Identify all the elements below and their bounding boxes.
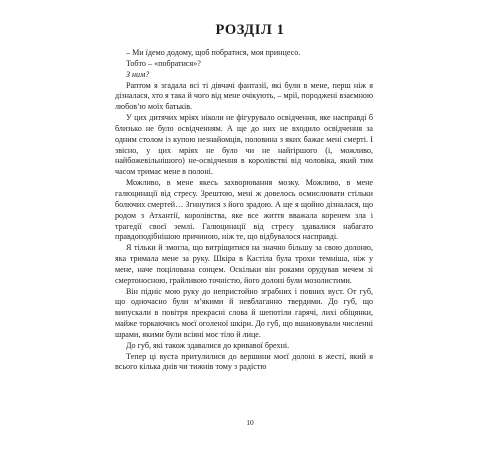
page-number: 10: [246, 418, 254, 427]
paragraph: Тепер ці вуста притулилися до вершини моєї долоні в жесті, який я всього кілька днів чи тижнів тому з радістю: [115, 351, 373, 372]
chapter-title: РОЗДІЛ 1: [215, 22, 285, 38]
paragraph: Раптом я згадала всі ті дівчачі фантазії, які були в мене, перш ніж я дізналася, хто я така й чого від мене очікують, – мрії, породжені взаємною любов’ю моїх батьків.: [115, 80, 373, 112]
paragraph: – Ми їдемо додому, щоб побратися, моя принцесо.: [126, 48, 301, 57]
paragraph: Тобто – «побратися»?: [126, 58, 201, 68]
paragraph: Я тільки й змогла, що витріщитися на значно більшу за свою долоню, яка тримала мене за руку. Шкіра в Кастіла була трохи темніша, ніж у мене, наче поцілована сонцем. Оскільки він роками орудував мечем зі смертоносною, грайливою точністю, його долоні були мозолистими.: [115, 243, 373, 285]
paragraph: З ним?: [126, 69, 150, 79]
paragraph: Можливо, в мене якесь захворювання мозку. Можливо, в мене галюцинації від стресу. Зрештою, мені ж довелось осмислювати стільки болючих смертей… Згинутися з його зрадою. А ще я щойно дізналася, що родом з Атхантії, королівства, яке все життя вважала коренем зла і трагедії своєї землі. Галюцинації від стресу здавалися набагато правдоподібнішою причиною, ніж те, що відбувалося насправді.: [115, 178, 373, 242]
chapter-body: [115, 48, 373, 373]
paragraph: Він підніс мою руку до непристойно зграбних і повних вуст. От губ, що одночасно були м’якими й невблаганно твердими. До губ, що випускали в повітря прекрасні слова й шепотіли гарячі, лихі обіцянки, майже торкаючись моєї оголеної шкіри. До губ, що вшановували численні шрами, якими були всіяні моє тіло й лице.: [115, 286, 373, 339]
paragraph: До губ, які також здавалися до кривавої брехні.: [126, 340, 290, 350]
paragraph: У цих дитячих мріях ніколи не фігурувало освідчення, яке насправді б близько не було освідченням. А ще до них не входило освідчення за одним столом із купою незнайомців, половина з яких бажає мені смерті. І звісно, у цих мріях не було чи не найгіршого (і, можливо, найбожевільнішого) не-освідчення в королівстві від чоловіка, який тим часом тримає мене в полоні.: [115, 113, 373, 177]
